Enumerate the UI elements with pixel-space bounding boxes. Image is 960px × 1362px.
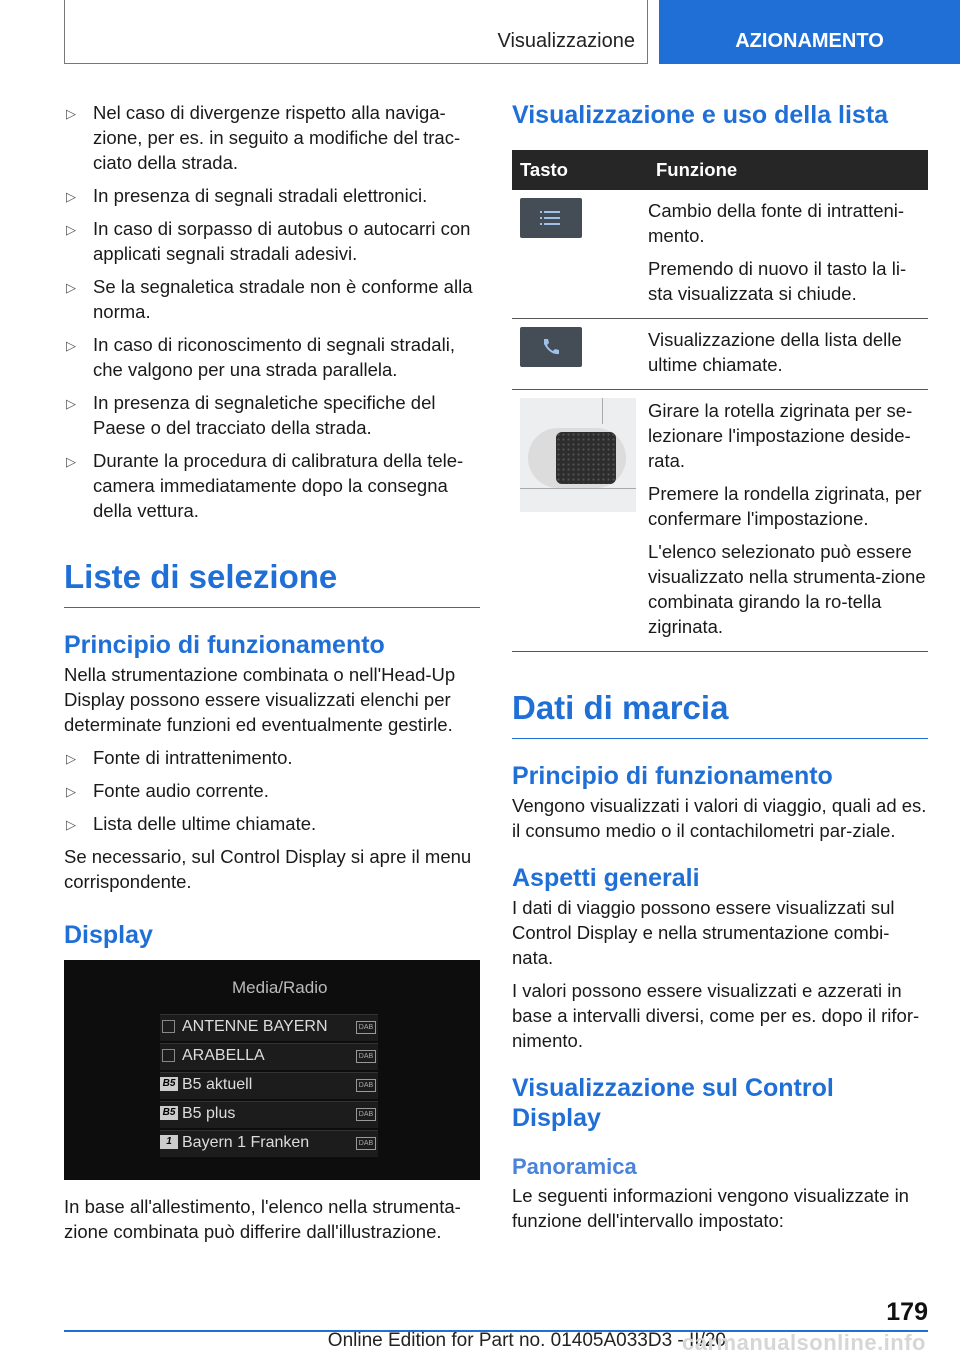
bullet-text: Lista delle ultime chiamate. [93,813,317,834]
left-column [64,100,480,1252]
screen-row [160,1130,378,1157]
function-text: Premendo di nuovo il tasto la li-sta visualizzata si chiude. [648,258,907,304]
section-title-liste: Liste di selezione [64,557,480,608]
screen-row [160,1043,378,1070]
screen-title: Media/Radio [232,978,328,997]
function-table [512,150,928,652]
subsection-title-panoramica: Panoramica [512,1154,637,1179]
section-title-dati: Dati di marcia [512,688,928,739]
table-row [512,390,928,652]
station-badge: B5 [160,1077,178,1091]
watermark-logo: carmanualsonline.info [682,1330,926,1355]
station-badge: B5 [160,1106,178,1120]
list-item [64,811,480,836]
dab-tag: DAB [356,1137,376,1150]
function-text: Visualizzazione della lista delle ultime chiamate. [648,329,902,375]
subsection-title-control: Visualizzazione sul Control Display [512,1074,834,1132]
triangle-bullet-icon: ▷ [66,784,76,799]
aspetti-text-2: I valori possono essere visualizzati e azzerati in base a intervalli diversi, come per es. dopo il rifor-nimento. [512,980,920,1051]
list-item [64,745,480,770]
header-left-box [64,0,648,64]
list-item [64,332,480,382]
dab-tag: DAB [356,1079,376,1092]
dab-tag: DAB [356,1108,376,1121]
bullet-text: Nel caso di divergenze rispetto alla naviga-zione, per es. in seguito a modifiche del trac-ciato della strada. [93,102,461,173]
triangle-bullet-icon: ▷ [66,751,76,766]
list-item [64,216,480,266]
list-item [64,778,480,803]
subsection-title-display: Display [64,921,153,949]
header-chapter-tab: AZIONAMENTO [659,0,960,64]
list-button-icon [520,198,582,238]
bullet-text: Se la segnaletica stradale non è conforme alla norma. [93,276,473,322]
dab-tag: DAB [356,1021,376,1034]
page-number: 179 [886,1298,928,1326]
right-column [512,100,928,1241]
subsection-title-principio: Principio di funzionamento [64,631,385,659]
screen-row [160,1014,378,1041]
function-text: Premere la rondella zigrinata, per confermare l'impostazione. [648,483,922,529]
screen-row [160,1101,378,1128]
section-title-uso: Visualizzazione e uso della lista [512,101,889,129]
header-section-title: Visualizzazione [497,30,635,52]
bullet-text: Durante la procedura di calibratura della tele-camera immediatamente dopo la consegna della vettura. [93,450,464,521]
station-label: B5 aktuell [182,1076,253,1093]
triangle-bullet-icon: ▷ [66,338,76,353]
table-row [512,190,928,319]
dab-tag: DAB [356,1050,376,1063]
aspetti-text-1: I dati di viaggio possono essere visualizzati sul Control Display e nella strumentazione combi-nata. [512,897,895,968]
panoramica-text: Le seguenti informazioni vengono visualizzate in funzione dell'intervallo impostato: [512,1185,909,1231]
column-header-tasto: Tasto [512,150,648,190]
column-header-funzione: Funzione [648,150,928,190]
screen-row [160,1072,378,1099]
station-label: ANTENNE BAYERN [182,1018,328,1035]
bullet-text: Fonte di intrattenimento. [93,747,293,768]
function-text: L'elenco selezionato può essere visualizzato nella strumenta-zione combinata girando la ro-tella zigrinata. [648,541,926,637]
dati-principio-text: Vengono visualizzati i valori di viaggio, quali ad es. il consumo medio o il contachilometri par-ziale. [512,795,927,841]
list-item [64,448,480,523]
checkbox-icon [162,1020,175,1033]
station-label: Bayern 1 Franken [182,1134,310,1151]
triangle-bullet-icon: ▷ [66,817,76,832]
checkbox-icon [162,1049,175,1062]
knurled-wheel-icon [520,398,636,512]
phone-button-icon [520,327,582,367]
bullet-text: In caso di riconoscimento di segnali stradali, che valgono per una strada parallela. [93,334,455,380]
station-badge: 1 [160,1135,178,1149]
bullet-text: In caso di sorpasso di autobus o autocarri con applicati segnali stradali adesivi. [93,218,471,264]
table-header-row [512,150,928,190]
station-label: ARABELLA [182,1047,265,1064]
list-item [64,390,480,440]
triangle-bullet-icon: ▷ [66,189,76,204]
triangle-bullet-icon: ▷ [66,454,76,469]
triangle-bullet-icon: ▷ [66,222,76,237]
triangle-bullet-icon: ▷ [66,280,76,295]
triangle-bullet-icon: ▷ [66,396,76,411]
bullet-text: In presenza di segnali stradali elettronici. [93,185,428,206]
function-text: Girare la rotella zigrinata per se-lezionare l'impostazione deside-rata. [648,400,913,471]
station-label: B5 plus [182,1105,236,1122]
subsection-title-aspetti: Aspetti generali [512,864,700,892]
footer-edition: Online Edition for Part no. 01405A033D3 - II/20 [327,1330,726,1351]
subsection-title-principio-dati: Principio di funzionamento [512,762,833,790]
display-screenshot [64,960,480,1180]
list-item [64,100,480,175]
bullet-text: Fonte audio corrente. [93,780,269,801]
list-item [64,183,480,208]
menu-note-text: Se necessario, sul Control Display si apre il menu corrispondente. [64,846,472,892]
display-caption: In base all'allestimento, l'elenco nella strumenta-zione combinata può differire dall'illustrazione. [64,1196,461,1242]
function-text: Cambio della fonte di intratteni-mento. [648,200,905,246]
list-item [64,274,480,324]
bullet-text: In presenza di segnaletiche specifiche del Paese o del tracciato della strada. [93,392,436,438]
table-row [512,319,928,390]
principio-text: Nella strumentazione combinata o nell'Head-Up Display possono essere visualizzati elenchi per determinate funzioni ed eventualmente gestirle. [64,664,456,735]
triangle-bullet-icon: ▷ [66,106,76,121]
